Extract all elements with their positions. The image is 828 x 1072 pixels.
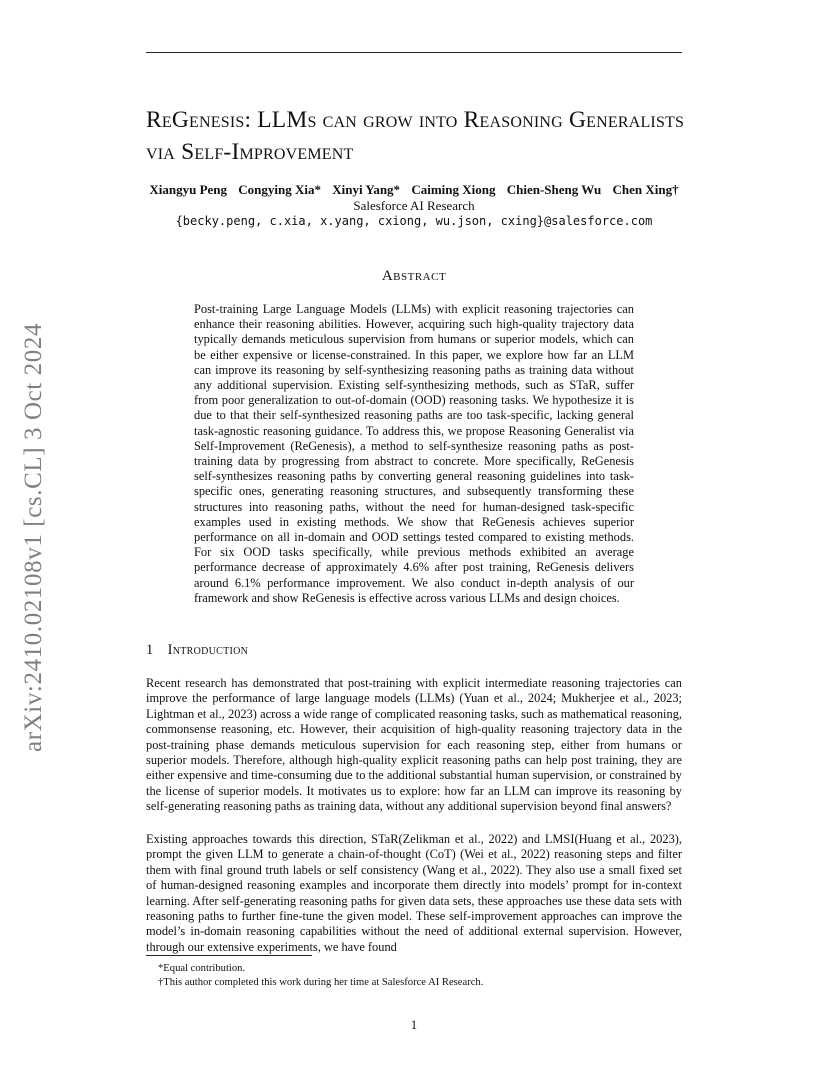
intro-paragraph-1: Recent research has demonstrated that post-training with explicit intermediate reasoning trajectories can improve the performance of large language models (LLMs) (Yuan et al., 2024; Mukherjee et al., 2023; Lightman et al., 2023) across a wide range of complicated reasoning tasks, such as mathematical reasoning, commonsense reasoning, etc. However, their acquisition of high-quality reasoning trajectory data in the post-training phase demands meticulous supervision for each reasoning step, either from humans or superior models. Therefore, although high-quality explicit reasoning paths can help post training, they are either expensive and time-consuming due to the additional substantial human supervision, or constrained by the license of superior models. It motivates us to explore: how far an LLM can improve its reasoning by self-generating reasoning paths as training data, without any additional supervision beyond final answers? bbox=[146, 676, 682, 814]
author: Xiangyu Peng bbox=[149, 182, 228, 197]
author-emails: {becky.peng, c.xia, x.yang, cxiong, wu.json, cxing}@salesforce.com bbox=[175, 214, 653, 228]
author: Chen Xing† bbox=[612, 182, 679, 197]
author-list bbox=[0, 181, 828, 199]
top-rule bbox=[146, 52, 682, 53]
footnote-affiliation-note: †This author completed this work during her time at Salesforce AI Research. bbox=[158, 977, 484, 988]
abstract-heading: Abstract bbox=[381, 268, 447, 284]
section-number: 1 bbox=[146, 642, 154, 658]
arxiv-stamp: arXiv:2410.02108v1 [cs.CL] 3 Oct 2024 bbox=[20, 322, 47, 752]
footnote-equal-contribution: *Equal contribution. bbox=[158, 963, 246, 974]
author: Chien-Sheng Wu bbox=[506, 182, 602, 197]
abstract-text: Post-training Large Language Models (LLMs) with explicit reasoning trajectories can enhance their reasoning abilities. However, acquiring such high-quality trajectory data typically demands meticulous supervision from humans or superior models, which can be either expensive or license-constrained. In this paper, we explore how far an LLM can improve its reasoning by self-synthesizing reasoning paths as training data without any additional supervision. Existing self-synthesizing methods, such as STaR, suffer from poor generalization to out-of-domain (OOD) reasoning tasks. We hypothesize it is due to that their self-synthesized reasoning paths are too task-specific, lacking general task-agnostic reasoning guidance. To address this, we propose Reasoning Generalist via Self-Improvement (ReGenesis), a method to self-synthesize reasoning paths as post-training data by progressing from abstract to concrete. More specifically, ReGenesis self-synthesizes reasoning paths by converting general reasoning guidelines into task-specific ones, generating reasoning structures, and subsequently transforming these structures into reasoning paths, without the need for human-designed task-specific examples used in existing methods. We show that ReGenesis achieves superior performance on all in-domain and OOD settings tested compared to existing methods. For six OOD tasks specifically, while previous methods exhibited an average performance decrease of approximately 4.6% after post training, ReGenesis delivers around 6.1% performance improvement. We also conduct in-depth analysis of our framework and show ReGenesis is effective across various LLMs and design choices. bbox=[194, 302, 634, 605]
affiliation: Salesforce AI Research bbox=[353, 198, 475, 213]
author: Xinyi Yang* bbox=[332, 182, 401, 197]
paper-title: ReGenesis: LLMs can grow into Reasoning Generalists via Self-Improvement bbox=[146, 107, 685, 165]
page-number: 1 bbox=[410, 1018, 418, 1032]
author: Congying Xia* bbox=[238, 182, 322, 197]
section-heading bbox=[146, 642, 248, 659]
intro-paragraph-2: Existing approaches towards this direction, STaR(Zelikman et al., 2022) and LMSI(Huang et al., 2023), prompt the given LLM to generate a chain-of-thought (CoT) (Wei et al., 2022) reasoning steps and filter them with final ground truth labels or self consistency (Wang et al., 2022). They also use a small fixed set of human-designed reasoning examples and incorporate them directly into models’ prompt for in-context learning. After self-generating reasoning paths for given data sets, these approaches use these data sets with reasoning paths to further fine-tune the given model. These self-improvement approaches can improve the model’s in-domain reasoning capabilities without the need of additional external supervision. However, through our extensive experiments, we have found bbox=[146, 832, 682, 954]
section-title: Introduction bbox=[167, 642, 249, 658]
author: Caiming Xiong bbox=[411, 182, 496, 197]
footnote-rule bbox=[146, 955, 312, 956]
